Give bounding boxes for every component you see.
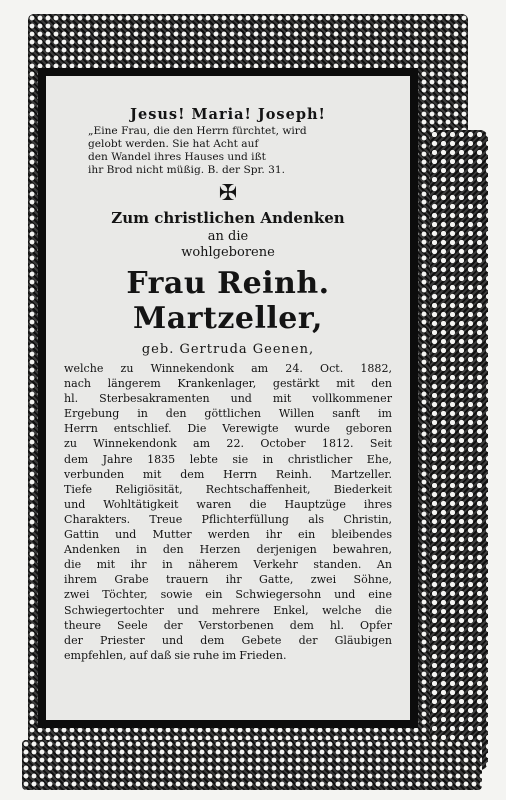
obituary-line: Schwiegertochter und mehrere Enkel, welche die xyxy=(64,603,392,617)
obituary-line: empfehlen, auf daß sie ruhe im Frieden. xyxy=(64,648,287,662)
obituary-line: dem Jahre 1835 lebte sie in christlicher Ehe, xyxy=(64,452,392,466)
obituary-line: und Wohltätigkeit waren die Hauptzüge ihres xyxy=(64,497,392,511)
lace-border-right xyxy=(430,130,488,770)
motto-line: gelobt werden. Sie hat Acht auf xyxy=(88,138,259,150)
motto-line: „Eine Frau, die den Herrn fürchtet, wird xyxy=(88,125,307,137)
obituary-line: Herrn entschlief. Die Verewigte wurde geboren xyxy=(64,422,392,436)
obituary-line: zu Winnekendonk am 22. October 1812. Seit xyxy=(64,437,392,451)
memorial-card xyxy=(46,76,410,720)
obituary-line: theure Seele der Verstorbenen dem hl. Opfer xyxy=(64,618,392,632)
obituary-line: die mit ihr in näherem Verkehr standen. An xyxy=(64,558,392,572)
invocation: Jesus! Maria! Joseph! xyxy=(130,106,326,123)
obituary-line: Tiefe Religiösität, Rechtschaffenheit, Biederkeit xyxy=(64,482,392,496)
obituary-line: Gattin und Mutter werden ihr ein bleibendes xyxy=(64,528,392,542)
deceased-name: Frau Reinh. Martzeller, xyxy=(126,266,330,336)
obituary-line: ihrem Grabe trauern ihr Gatte, zwei Söhne, xyxy=(64,573,392,587)
obituary-line: hl. Sterbesakramenten und mit vollkommener xyxy=(64,392,392,406)
memory-heading: Zum christlichen Andenken xyxy=(111,209,345,227)
obituary-line: Andenken in den Herzen derjenigen bewahren, xyxy=(64,543,392,557)
obituary-line: der Priester und dem Gebete der Gläubigen xyxy=(64,633,392,647)
obituary-line: Ergebung in den göttlichen Willen sanft im xyxy=(64,407,392,421)
cross-icon: ✠ xyxy=(218,181,238,206)
maiden-name: geb. Gertruda Geenen, xyxy=(141,342,315,357)
obituary-line: Charakters. Treue Pflichterfüllung als Christin, xyxy=(64,512,392,526)
obituary-text xyxy=(64,361,392,663)
motto-line: den Wandel ihres Hauses und ißt xyxy=(88,151,266,163)
bible-motto xyxy=(88,125,388,177)
obituary-line: verbunden mit dem Herrn Reinh. Martzeller. xyxy=(64,467,392,481)
obituary-line: welche zu Winnekendonk am 24. Oct. 1882, xyxy=(64,362,392,375)
an-die-text: an die xyxy=(207,229,249,244)
obituary-line: zwei Töchter, sowie ein Schwiegersohn und eine xyxy=(64,588,392,602)
motto-line: ihr Brod nicht müßig. B. der Spr. 31. xyxy=(88,164,285,176)
lace-border-bottom xyxy=(22,740,482,790)
obituary-line: nach längerem Krankenlager, gestärkt mit den xyxy=(64,377,392,391)
wohlgeborene-text: wohlgeborene xyxy=(181,245,275,260)
